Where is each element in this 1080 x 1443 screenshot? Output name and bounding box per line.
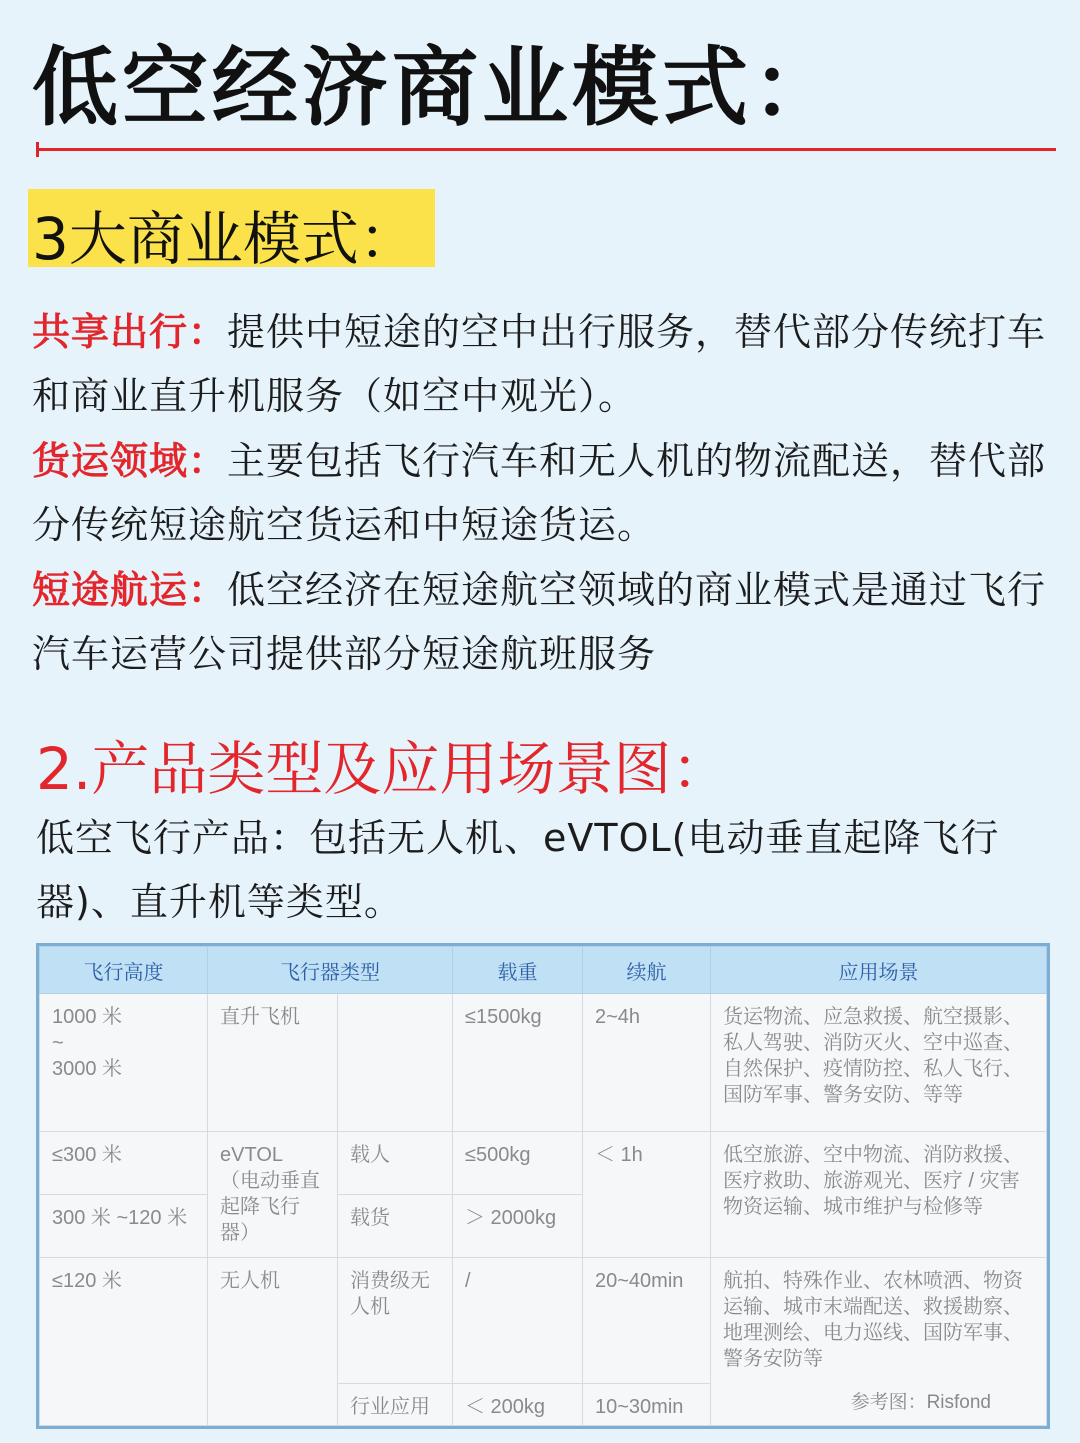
mode-text: 主要包括飞行汽车和无人机的物流配送，替代部分传统短途航空货运和中短途货运。 (32, 439, 1047, 547)
cell-load: ≤1500kg (453, 994, 583, 1132)
mode-key: 货运领域： (32, 439, 228, 483)
product-table (39, 946, 1047, 1426)
cell-altitude: ≤120 米 (40, 1258, 208, 1426)
subtitle: 3大商业模式： (32, 205, 417, 273)
cell-subtype: 载人 (338, 1132, 453, 1195)
mode-text: 提供中短途的空中出行服务，替代部分传统打车和商业直升机服务（如空中观光）。 (32, 310, 1047, 418)
cell-load: / (453, 1258, 583, 1384)
cell-endurance: 10~30min (583, 1384, 711, 1426)
mode-short-haul (32, 558, 1052, 686)
cell-scene: 航拍、特殊作业、农林喷洒、物资运输、城市末端配送、救援勘察、地理测绘、电力巡线、国防军事、警务安防等 (711, 1258, 1047, 1426)
cell-type: eVTOL （电动垂直起降飞行器） (208, 1132, 338, 1258)
cell-altitude: ≤300 米 (40, 1132, 208, 1195)
page-title: 低空经济商业模式： (32, 38, 842, 138)
title-divider (36, 148, 1056, 151)
cell-altitude: 300 米 ~120 米 (40, 1195, 208, 1258)
cell-subtype: 行业应用 (338, 1384, 453, 1426)
cell-load: ＜ 200kg (453, 1384, 583, 1426)
cell-load: ＞ 2000kg (453, 1195, 583, 1258)
cell-subtype (338, 994, 453, 1132)
cell-subtype: 载货 (338, 1195, 453, 1258)
cell-type: 直升飞机 (208, 994, 338, 1132)
header-aircraft-type: 飞行器类型 (208, 947, 453, 994)
cell-endurance: 20~40min (583, 1258, 711, 1384)
mode-freight (32, 429, 1052, 557)
header-load: 载重 (453, 947, 583, 994)
cell-type: 无人机 (208, 1258, 338, 1426)
table-reference: 参考图：Risfond (850, 1392, 991, 1413)
table-row (40, 1258, 1047, 1384)
cell-scene: 货运物流、应急救援、航空摄影、私人驾驶、消防灭火、空中巡查、自然保护、疫情防控、私人飞行、国防军事、警务安防、等等 (711, 994, 1047, 1132)
header-altitude: 飞行高度 (40, 947, 208, 994)
header-endurance: 续航 (583, 947, 711, 994)
cell-scene: 低空旅游、空中物流、消防救援、医疗救助、旅游观光、医疗 / 灾害物资运输、城市维护与检修等 (711, 1132, 1047, 1258)
cell-load: ≤500kg (453, 1132, 583, 1195)
mode-key: 共享出行： (32, 310, 228, 354)
mode-key: 短途航运： (32, 568, 228, 612)
cell-altitude: 1000 米 ~ 3000 米 (40, 994, 208, 1132)
section2-intro: 低空飞行产品：包括无人机、eVTOL(电动垂直起降飞行器)、直升机等类型。 (36, 816, 1000, 924)
header-scene: 应用场景 (711, 947, 1047, 994)
section2-title: 2.产品类型及应用场景图： (36, 735, 730, 803)
table-row (40, 994, 1047, 1132)
mode-shared-travel (32, 300, 1052, 428)
cell-endurance: 2~4h (583, 994, 711, 1132)
table-row (40, 1132, 1047, 1195)
product-table-image (36, 943, 1050, 1429)
mode-text: 低空经济在短途航空领域的商业模式是通过飞行汽车运营公司提供部分短途航班服务 (32, 568, 1047, 676)
cell-subtype: 消费级无人机 (338, 1258, 453, 1384)
cell-endurance: ＜ 1h (583, 1132, 711, 1258)
